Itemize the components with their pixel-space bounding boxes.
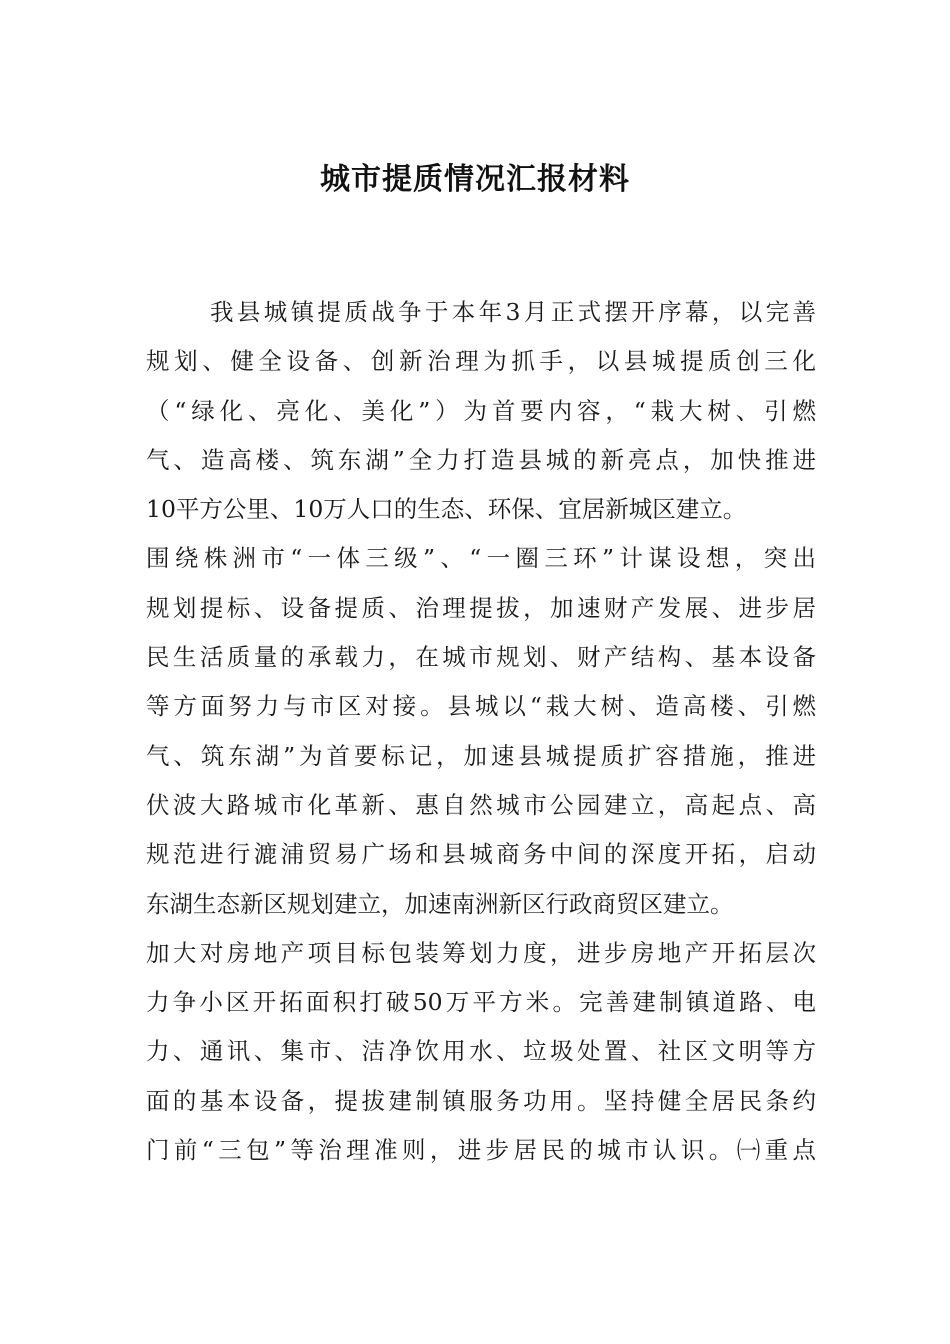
- paragraph-line: 力争小区开拓面积打破50万平方米。完善建制镇道路、电: [146, 988, 816, 1017]
- paragraph-line: 等方面努力与市区对接。县城以“栽大树、造高楼、引燃: [146, 692, 816, 721]
- document-body: [146, 288, 816, 1175]
- paragraph-line: 东湖生态新区规划建立，加速南洲新区行政商贸区建立。: [146, 889, 734, 918]
- paragraph-line: 加大对房地产项目标包装筹划力度，进步房地产开拓层次: [146, 938, 816, 967]
- paragraph-line: 规划、健全设备、创新治理为抓手，以县城提质创三化: [146, 347, 816, 376]
- document-title: 城市提质情况汇报材料: [320, 162, 630, 197]
- paragraph-line: 气、造高楼、筑东湖”全力打造县城的新亮点，加快推进: [146, 445, 816, 474]
- paragraph-line: 10平方公里、10万人口的生态、环保、宜居新城区建立。: [146, 495, 747, 524]
- paragraph-line: 规范进行漉浦贸易广场和县城商务中间的深度开拓，启动: [146, 840, 816, 869]
- paragraph-line: 伏波大路城市化革新、惠自然城市公园建立，高起点、高: [146, 790, 816, 819]
- paragraph-line: 气、筑东湖”为首要标记，加速县城提质扩容措施，推进: [146, 741, 816, 770]
- paragraph-line: 围绕株洲市“一体三级”、“一圈三环”计谋设想，突出: [146, 544, 816, 573]
- paragraph-line: （“绿化、亮化、美化”）为首要内容，“栽大树、引燃: [146, 396, 816, 425]
- paragraph-line: 力、通讯、集市、洁净饮用水、垃圾处置、社区文明等方: [146, 1037, 816, 1066]
- paragraph-line: 民生活质量的承载力，在城市规划、财产结构、基本设备: [146, 643, 816, 672]
- paragraph-line: 门前“三包”等治理准则，进步居民的城市认识。㈠重点: [146, 1136, 816, 1165]
- paragraph-line: 我县城镇提质战争于本年3月正式摆开序幕，以完善: [210, 298, 816, 326]
- paragraph-line: 面的基本设备，提拔建制镇服务功用。坚持健全居民条约: [146, 1086, 816, 1115]
- paragraph-line: 规划提标、设备提质、治理提拔，加速财产发展、进步居: [146, 593, 816, 622]
